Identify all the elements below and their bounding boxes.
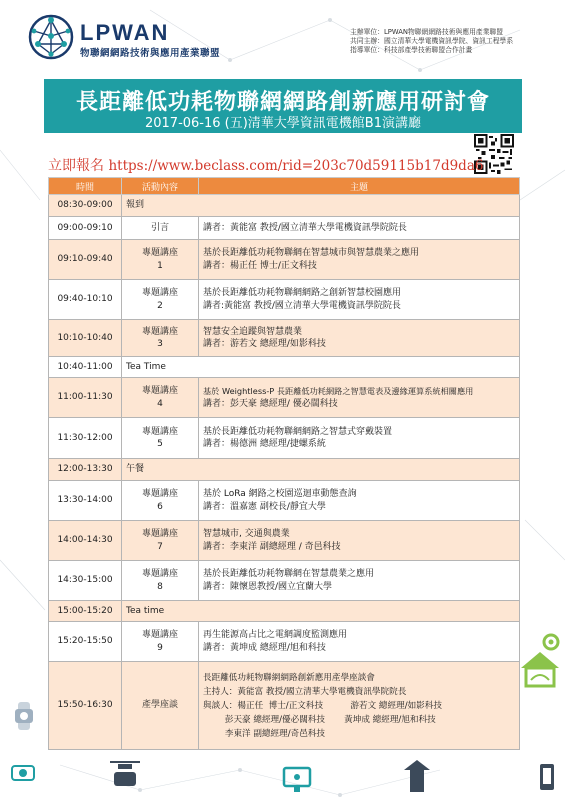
table-row (49, 459, 520, 481)
row-time: 15:20-15:50 (49, 622, 122, 662)
row-topic (199, 622, 520, 662)
tower-icon (404, 760, 430, 792)
topic-title: 基於長距離低功耗物聯網在智慧農業之應用 (203, 569, 375, 579)
row-break-label: Tea Time (122, 357, 520, 378)
row-activity (122, 662, 199, 750)
activity-label: 專題講座 (141, 426, 178, 437)
activity-number: 4 (157, 398, 163, 409)
alliance-name: 物聯網網路技術與應用產業聯盟 (80, 48, 221, 59)
activity-number: 8 (157, 581, 163, 592)
activity-number: 9 (157, 642, 163, 653)
activity-number: 5 (157, 439, 163, 449)
row-activity (122, 240, 199, 280)
row-time: 14:30-15:00 (49, 561, 122, 601)
row-activity (122, 418, 199, 459)
table-row (49, 481, 520, 521)
row-activity (122, 378, 199, 418)
row-activity (122, 561, 199, 601)
row-break-label: 午餐 (122, 459, 520, 481)
panelist-line: 彭天豪 總經理/優必闊科技 黃坤成 總經理/旭和科技 (203, 714, 436, 725)
activity-label: 引言 (150, 222, 169, 233)
panelist-line: 李東洋 副總經理/奇邑科技 (203, 728, 326, 739)
row-time: 10:40-11:00 (49, 357, 122, 378)
activity-number: 7 (157, 541, 163, 552)
row-time: 13:30-14:00 (49, 481, 122, 521)
topic-title: 基於 LoRa 網路之校園巡迴車動態查詢 (203, 489, 357, 499)
row-time: 08:30-09:00 (49, 195, 122, 217)
activity-label: 專題講座 (141, 630, 178, 640)
organizer-line: 主辦單位：LPWAN物聯網網路技術與應用產業聯盟 (350, 28, 504, 36)
row-time: 15:50-16:30 (49, 662, 122, 750)
activity-number: 6 (157, 501, 163, 512)
row-time: 12:00-13:30 (49, 459, 122, 481)
phone-icon (540, 764, 554, 790)
event-title: 長距離低功耗物聯網網路創新應用研討會 (75, 90, 490, 115)
row-break-label: 報到 (122, 195, 520, 217)
logo-wordmark: LPWAN (80, 20, 170, 45)
row-topic (199, 418, 520, 459)
table-row (49, 601, 520, 622)
table-row (49, 217, 520, 240)
row-time: 15:00-15:20 (49, 601, 122, 622)
row-topic (199, 481, 520, 521)
row-topic (199, 378, 520, 418)
table-row (49, 662, 520, 750)
title-banner (44, 79, 522, 133)
row-activity (122, 280, 199, 320)
speaker-line: 講者：溫嘉憲 副校長/靜宜大學 (203, 501, 326, 512)
smartwatch-icon (8, 700, 40, 732)
monitor-icon (284, 768, 310, 792)
column-header-topic: 主題 (199, 178, 520, 195)
camera-icon (12, 766, 34, 780)
table-row (49, 195, 520, 217)
activity-label: 專題講座 (141, 248, 178, 258)
topic-title: 基於 Weightless-P 長距離低功耗網路之智慧電表及邊緣運算系統相關應用 (203, 386, 474, 396)
activity-label: 專題講座 (141, 288, 178, 298)
activity-label: 產學座談 (141, 700, 178, 711)
table-row (49, 378, 520, 418)
table-row (49, 280, 520, 320)
table-row (49, 240, 520, 280)
row-time: 11:00-11:30 (49, 378, 122, 418)
bottom-iot-icons (0, 756, 565, 800)
activity-number: 2 (157, 300, 163, 311)
topic-title: 基於長距離低功耗物聯網在智慧城市與智慧農業之應用 (203, 248, 420, 258)
panel-host: 主持人：黃能富 教授/國立清華大學電機資訊學院院長 (203, 686, 407, 697)
speaker-line: 講者：李東洋 副總經理 / 奇邑科技 (203, 541, 341, 552)
topic-title: 智慧城市, 交通與農業 (203, 529, 290, 539)
table-row (49, 320, 520, 357)
schedule-table (48, 177, 520, 750)
row-topic (199, 561, 520, 601)
row-time: 14:00-14:30 (49, 521, 122, 561)
speaker-line: 講者：楊正任 博士/正文科技 (203, 260, 317, 271)
organizer-info (350, 28, 562, 55)
table-row (49, 622, 520, 662)
activity-label: 專題講座 (141, 529, 178, 539)
speaker-line: 講者：游若文 總經理/如影科技 (203, 339, 326, 349)
row-activity (122, 521, 199, 561)
speaker-line: 講者：彭天豪 總經理/ 優必闊科技 (203, 398, 338, 409)
speaker-line: 講者：楊德洲 總經理/捷螺系統 (203, 439, 326, 449)
row-time: 10:10-10:40 (49, 320, 122, 357)
topic-title: 基於長距離低功耗物聯網網路之智慧式穿戴裝置 (203, 426, 393, 437)
topic-title: 智慧安全追蹤與智慧農業 (203, 326, 303, 337)
row-time: 09:10-09:40 (49, 240, 122, 280)
event-date-venue: 2017-06-16 (五)清華大學資訊電機館B1演講廳 (144, 116, 421, 131)
lpwan-network-logo-icon (28, 14, 74, 60)
drone-icon (110, 762, 140, 786)
column-header-time: 時間 (49, 178, 122, 195)
activity-label: 專題講座 (141, 386, 178, 396)
row-topic (199, 280, 520, 320)
table-row (49, 357, 520, 378)
panel-title: 長距離低功耗物聯網網路創新應用產學座談會 (203, 672, 375, 683)
activity-label: 專題講座 (141, 489, 178, 499)
header (0, 0, 565, 78)
activity-number: 1 (157, 260, 163, 271)
row-topic (199, 521, 520, 561)
row-activity (122, 481, 199, 521)
registration-link[interactable]: https://www.beclass.com/rid=203c70d59115b17d9da6 (108, 158, 484, 174)
column-header-activity: 活動內容 (122, 178, 199, 195)
row-activity (122, 217, 199, 240)
table-row (49, 418, 520, 459)
row-time: 09:00-09:10 (49, 217, 122, 240)
row-activity (122, 320, 199, 357)
speaker-line: 講者：黃坤成 總經理/旭和科技 (203, 642, 326, 653)
table-row (49, 561, 520, 601)
row-topic (199, 662, 520, 750)
row-time: 09:40-10:10 (49, 280, 122, 320)
speaker-line: 講者：黃能富 教授/國立清華大學電機資訊學院院長 (203, 222, 407, 233)
table-row (49, 521, 520, 561)
row-time: 11:30-12:00 (49, 418, 122, 459)
speaker-line: 講者:黃能富 教授/國立清華大學電機資訊學院院長 (203, 300, 401, 311)
activity-label: 專題講座 (141, 326, 178, 337)
table-header-row (49, 178, 520, 195)
panelist-line: 與談人：楊正任 博士/正文科技 游若文 總經理/如影科技 (203, 700, 442, 711)
row-topic (199, 320, 520, 357)
smart-home-icon (515, 630, 565, 690)
row-topic (199, 240, 520, 280)
row-activity (122, 622, 199, 662)
topic-title: 基於長距離低功耗物聯網網路之創新智慧校園應用 (203, 288, 402, 298)
activity-number: 3 (157, 339, 163, 349)
registration-line (48, 155, 483, 175)
co-organizer-line: 共同主辦：國立清華大學電機資訊學院、資訊工程學系 (350, 37, 514, 45)
advisor-line: 指導單位：科技部產學技術聯盟合作計畫 (350, 46, 473, 54)
registration-label: 立即報名 (48, 158, 104, 174)
topic-title: 再生能源高占比之電網調度監測應用 (203, 630, 348, 640)
speaker-line: 講者：陳懷恩教授/國立宜蘭大學 (203, 581, 333, 592)
row-topic (199, 217, 520, 240)
activity-label: 專題講座 (141, 569, 178, 579)
row-break-label: Tea time (122, 601, 520, 622)
